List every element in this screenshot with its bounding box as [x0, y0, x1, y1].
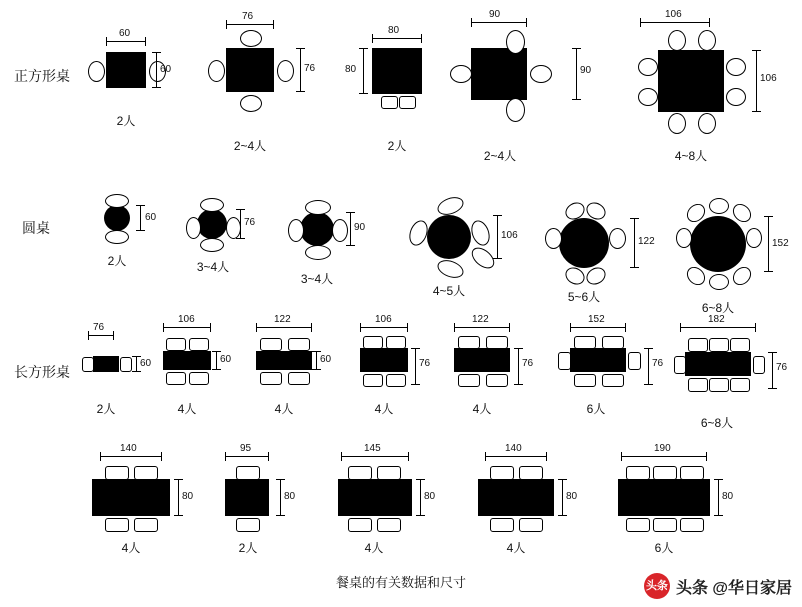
watermark-text: 头条 @华日家居 [675, 579, 792, 597]
chair [726, 58, 746, 76]
dim-depth-label: 80 [345, 64, 357, 75]
chair [688, 338, 708, 352]
chair [519, 466, 543, 480]
dim-width-label: 122 [274, 314, 291, 325]
chair [200, 238, 224, 252]
dim-width-label: 106 [665, 9, 682, 20]
chair [668, 30, 686, 51]
chair [486, 336, 508, 349]
chair [120, 357, 132, 372]
seat-caption: 6人 [654, 541, 674, 555]
dim-line-v [216, 351, 217, 370]
row-label-square: 正方形桌 [14, 68, 70, 84]
dim-width-label: 190 [654, 443, 671, 454]
dim-line-h [621, 456, 707, 457]
dim-line-h [256, 327, 312, 328]
chair [730, 378, 750, 392]
chair [363, 374, 383, 387]
table-shape [570, 348, 626, 372]
dim-depth-label: 76 [652, 358, 664, 369]
dim-width-label: 145 [364, 443, 381, 454]
chair [236, 518, 260, 532]
chair [490, 518, 514, 532]
dim-depth-label: 80 [284, 491, 296, 502]
chair [628, 352, 641, 370]
dim-depth-label: 106 [760, 73, 777, 84]
dim-line-h [360, 327, 408, 328]
table-shape [300, 212, 334, 246]
dim-width-label: 60 [119, 28, 131, 39]
dim-line-v [420, 479, 421, 516]
table-shape [658, 50, 724, 112]
watermark [644, 573, 792, 599]
chair [545, 228, 562, 249]
dim-line-h [163, 327, 211, 328]
seat-caption: 2人 [96, 402, 116, 416]
chair [332, 219, 348, 242]
chair [134, 518, 158, 532]
table-shape [226, 48, 274, 92]
dim-depth-label: 60 [140, 358, 152, 369]
seat-caption: 4~5人 [432, 284, 466, 298]
chair [753, 356, 765, 374]
chair [450, 65, 472, 83]
dim-line-v [634, 218, 635, 268]
chair [189, 338, 209, 351]
table-shape [338, 479, 412, 516]
dim-depth-label: 60 [220, 354, 232, 365]
dim-depth-label: 76 [522, 358, 534, 369]
seat-caption: 4人 [472, 402, 492, 416]
chair [288, 372, 310, 385]
table-shape [478, 479, 554, 516]
dim-line-v [718, 479, 719, 516]
table-shape [93, 356, 119, 372]
dim-line-h [471, 22, 527, 23]
chair [200, 198, 224, 212]
chair [105, 230, 129, 244]
seat-caption: 2~4人 [233, 139, 267, 153]
chair [674, 356, 686, 374]
seat-caption: 4人 [177, 402, 197, 416]
chair [399, 96, 416, 109]
seat-caption: 4人 [374, 402, 394, 416]
seat-caption: 2~4人 [483, 149, 517, 163]
table-shape [106, 52, 146, 88]
table-shape [559, 218, 609, 268]
chair [260, 338, 282, 351]
chair [105, 194, 129, 208]
dim-depth-label: 80 [424, 491, 436, 502]
dim-line-h [100, 456, 162, 457]
chair [676, 228, 692, 248]
dim-line-h [88, 335, 114, 336]
seat-caption: 6人 [586, 402, 606, 416]
dim-diameter-label: 122 [638, 236, 655, 247]
dim-depth-label: 80 [722, 491, 734, 502]
table-shape [618, 479, 710, 516]
chair [288, 219, 304, 242]
chair [166, 372, 186, 385]
chair [277, 60, 294, 82]
dim-line-h [570, 327, 626, 328]
seat-caption: 6~8人 [700, 416, 734, 430]
chair [558, 352, 571, 370]
seat-caption: 3~4人 [300, 272, 334, 286]
table-shape [427, 215, 471, 259]
chair [698, 30, 716, 51]
seat-caption: 3~4人 [196, 260, 230, 274]
dim-line-v [350, 212, 351, 246]
chair [377, 518, 401, 532]
table-shape [454, 348, 510, 372]
dim-depth-label: 60 [320, 354, 332, 365]
dim-line-v [363, 48, 364, 94]
chair [726, 88, 746, 106]
dim-line-v [136, 356, 137, 372]
chair [490, 466, 514, 480]
seat-caption: 4人 [121, 541, 141, 555]
dim-depth-label: 76 [419, 358, 431, 369]
dim-line-v [768, 216, 769, 272]
chair [458, 336, 480, 349]
dim-line-v [240, 209, 241, 239]
seat-caption: 4人 [506, 541, 526, 555]
seat-caption: 2人 [107, 254, 127, 268]
dim-line-v [576, 48, 577, 100]
chair [348, 466, 372, 480]
chair [519, 518, 543, 532]
table-shape [685, 352, 751, 376]
table-shape [163, 351, 211, 370]
chair [626, 518, 650, 532]
dim-diameter-label: 76 [244, 217, 256, 228]
chair [82, 357, 94, 372]
seat-caption: 4人 [364, 541, 384, 555]
chair [746, 228, 762, 248]
dim-line-h [372, 38, 422, 39]
dim-width-label: 80 [388, 25, 400, 36]
table-shape [225, 479, 269, 516]
dim-line-v [518, 348, 519, 385]
dim-depth-label: 76 [776, 362, 788, 373]
dim-line-v [497, 215, 498, 259]
chair [305, 200, 331, 215]
chair [377, 466, 401, 480]
chair [363, 336, 383, 349]
chair [105, 466, 129, 480]
table-shape [197, 209, 227, 239]
chair [288, 338, 310, 351]
chair [574, 336, 596, 349]
dim-line-h [226, 24, 274, 25]
chair [626, 466, 650, 480]
figure-caption: 餐桌的有关数据和尺寸 [335, 575, 466, 590]
dim-line-v [648, 348, 649, 385]
chair [609, 228, 626, 249]
chair [653, 518, 677, 532]
chair [260, 372, 282, 385]
chair [226, 217, 241, 239]
dim-diameter-label: 60 [145, 212, 157, 223]
watermark-logo: 头条 [644, 573, 670, 599]
chair [668, 113, 686, 134]
chair [468, 218, 493, 248]
dim-line-v [772, 352, 773, 389]
chair [305, 245, 331, 260]
dim-line-v [562, 479, 563, 516]
dim-depth-label: 80 [566, 491, 578, 502]
dim-line-v [178, 479, 179, 516]
dim-width-label: 90 [489, 9, 501, 20]
dim-line-h [640, 22, 710, 23]
dim-diameter-label: 152 [772, 238, 789, 249]
chair [530, 65, 552, 83]
dim-line-v [415, 348, 416, 385]
dim-diameter-label: 106 [501, 230, 518, 241]
dim-line-h [225, 456, 269, 457]
row-label-rect: 长方形桌 [14, 364, 70, 380]
seat-caption: 2人 [387, 139, 407, 153]
dim-width-label: 140 [505, 443, 522, 454]
table-shape [92, 479, 170, 516]
chair [602, 374, 624, 387]
dim-width-label: 76 [93, 322, 105, 333]
chair [506, 98, 525, 122]
table-shape [690, 216, 746, 272]
dim-depth-label: 80 [182, 491, 194, 502]
chair [638, 58, 658, 76]
chair [709, 338, 729, 352]
chair [709, 274, 729, 290]
chair [486, 374, 508, 387]
dim-line-h [454, 327, 510, 328]
chair [386, 336, 406, 349]
chair [189, 372, 209, 385]
table-shape [360, 348, 408, 372]
table-shape [104, 205, 130, 231]
chair [105, 518, 129, 532]
dim-width-label: 95 [240, 443, 252, 454]
chair [709, 198, 729, 214]
seat-caption: 5~6人 [567, 290, 601, 304]
chair [240, 30, 262, 47]
seat-caption: 6~8人 [701, 301, 735, 315]
dim-width-label: 152 [588, 314, 605, 325]
dim-line-v [140, 205, 141, 231]
chair [435, 257, 466, 281]
dim-line-h [341, 456, 409, 457]
table-shape [471, 48, 527, 100]
dim-width-label: 140 [120, 443, 137, 454]
dim-line-v [756, 50, 757, 112]
chair [134, 466, 158, 480]
dim-diameter-label: 90 [354, 222, 366, 233]
dim-width-label: 106 [178, 314, 195, 325]
chair [574, 374, 596, 387]
chair [653, 466, 677, 480]
dim-line-v [316, 351, 317, 370]
dim-width-label: 106 [375, 314, 392, 325]
dim-width-label: 182 [708, 314, 725, 325]
chair [458, 374, 480, 387]
chair [348, 518, 372, 532]
chair [166, 338, 186, 351]
chair [386, 374, 406, 387]
chair [88, 61, 105, 82]
dim-line-v [300, 48, 301, 92]
dim-depth-label: 60 [160, 64, 172, 75]
seat-caption: 4~8人 [674, 149, 708, 163]
chair [208, 60, 225, 82]
table-shape [372, 48, 422, 94]
chair [236, 466, 260, 480]
chair [381, 96, 398, 109]
seat-caption: 2人 [238, 541, 258, 555]
dim-line-h [680, 327, 756, 328]
dim-width-label: 122 [472, 314, 489, 325]
seat-caption: 2人 [116, 114, 136, 128]
chair [240, 95, 262, 112]
dim-width-label: 76 [242, 11, 254, 22]
dim-line-v [156, 52, 157, 88]
chair [698, 113, 716, 134]
dim-line-h [485, 456, 547, 457]
chair [186, 217, 201, 239]
table-shape [256, 351, 312, 370]
chair [680, 466, 704, 480]
seat-caption: 4人 [274, 402, 294, 416]
chair [709, 378, 729, 392]
chair [602, 336, 624, 349]
row-label-round: 圆桌 [22, 220, 50, 236]
chair [638, 88, 658, 106]
dim-line-v [280, 479, 281, 516]
dim-depth-label: 90 [580, 65, 592, 76]
chair [688, 378, 708, 392]
chair [730, 338, 750, 352]
chair [680, 518, 704, 532]
dim-line-h [106, 41, 146, 42]
chair [506, 30, 525, 54]
dim-depth-label: 76 [304, 63, 316, 74]
